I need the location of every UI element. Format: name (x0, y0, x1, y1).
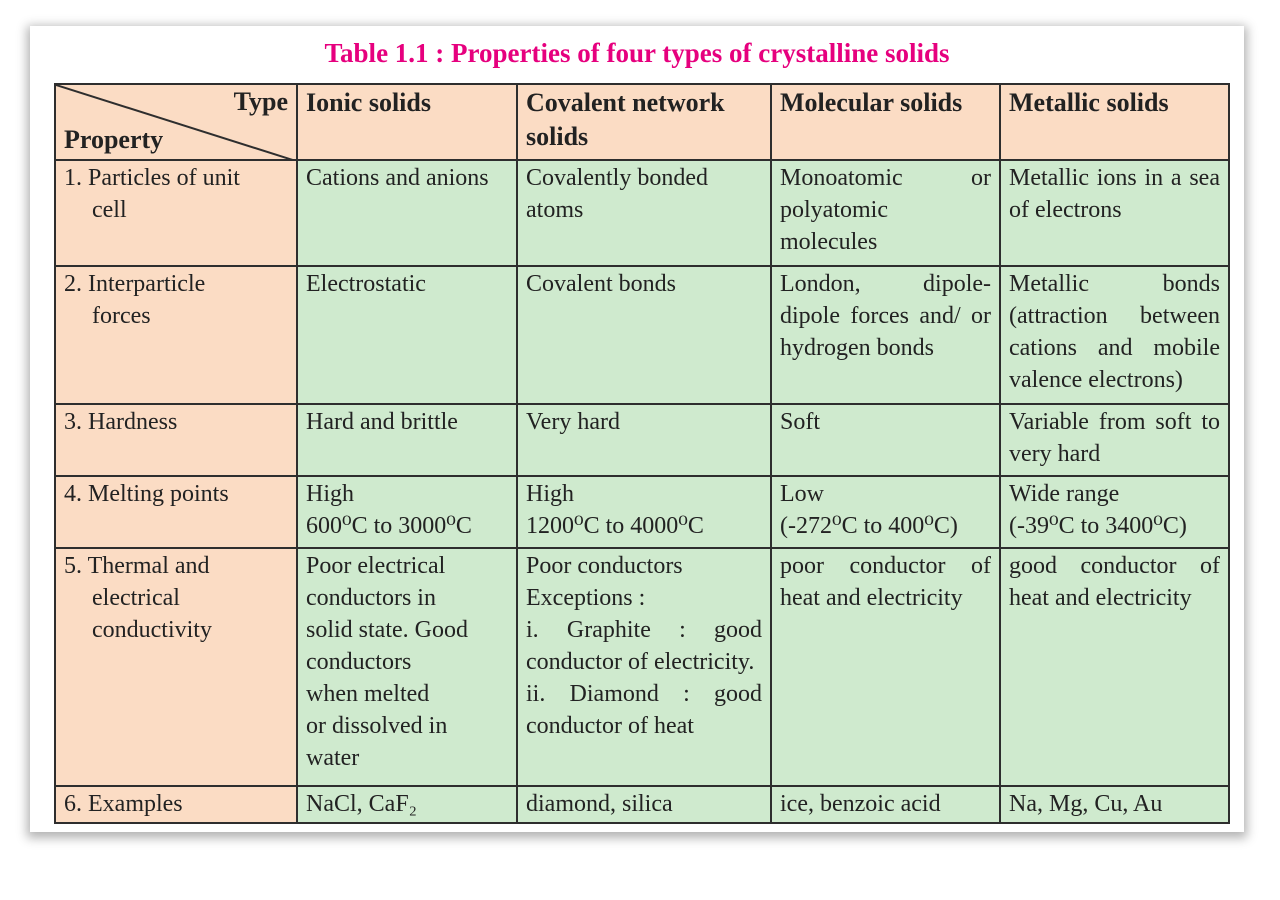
table-cell (517, 548, 771, 786)
table-cell: good conductor of heat and electricity (1000, 548, 1229, 786)
table-cell: London, dipole-dipole forces and/ or hydrogen bonds (771, 266, 1000, 404)
table-cell: ice, benzoic acid (771, 786, 1000, 823)
property-cell (55, 548, 297, 786)
cell-line: Poor conductors (526, 553, 683, 579)
table-cell (771, 476, 1000, 548)
cell-line: i. Graphite : good conductor of electricity. (526, 617, 762, 675)
cell-line: water (306, 745, 360, 771)
table-row (55, 266, 1229, 404)
cell-line: High (526, 481, 574, 507)
cell-line: High (306, 481, 354, 507)
table-cell (517, 476, 771, 548)
table-cell: Soft (771, 404, 1000, 476)
table-row (55, 476, 1229, 548)
column-header-covalent: Covalent network solids (517, 84, 771, 160)
cell-line: 1200⁰C to 4000⁰C (526, 513, 704, 539)
table-cell: poor conductor of heat and electricity (771, 548, 1000, 786)
table-cell: Metallic ions in a sea of electrons (1000, 160, 1229, 266)
table-row (55, 160, 1229, 266)
table-cell: Electrostatic (297, 266, 517, 404)
table-cell: Variable from soft to very hard (1000, 404, 1229, 476)
column-header-metallic: Metallic solids (1000, 84, 1229, 160)
property-cell: 3. Hardness (55, 404, 297, 476)
cell-line: Low (780, 481, 824, 507)
corner-header-cell (55, 84, 297, 160)
column-header-ionic: Ionic solids (297, 84, 517, 160)
column-header-molecular: Molecular solids (771, 84, 1000, 160)
property-line: 2. Interparticle (64, 271, 206, 297)
property-line: 5. Thermal and (64, 553, 210, 579)
property-line: forces (92, 303, 151, 329)
table-row (55, 548, 1229, 786)
table-cell (297, 476, 517, 548)
cell-line: solid state. Good (306, 617, 468, 643)
table-cell: Covalent bonds (517, 266, 771, 404)
table-cell: diamond, silica (517, 786, 771, 823)
property-line: 1. Particles of unit (64, 165, 240, 191)
property-cell: 4. Melting points (55, 476, 297, 548)
cell-line: 600⁰C to 3000⁰C (306, 513, 472, 539)
cell-line: Poor electrical (306, 553, 446, 579)
cell-line: Wide range (1009, 481, 1120, 507)
table-row (55, 404, 1229, 476)
cell-line: when melted (306, 681, 430, 707)
corner-type-label: Type (233, 87, 288, 116)
cell-line: ii. Diamond : good conductor of heat (526, 681, 762, 739)
table-cell (1000, 476, 1229, 548)
table-cell: Na, Mg, Cu, Au (1000, 786, 1229, 823)
table-cell: Very hard (517, 404, 771, 476)
property-cell (55, 266, 297, 404)
table-cell: Monoatomic or polyatomic molecules (771, 160, 1000, 266)
table-cell (297, 548, 517, 786)
cell-line: (-272⁰C to 400⁰C) (780, 513, 958, 539)
cell-line: Exceptions : (526, 585, 646, 611)
property-cell: 6. Examples (55, 786, 297, 823)
cell-line: conductors in (306, 585, 436, 611)
cell-line: or dissolved in (306, 713, 448, 739)
property-line: conductivity (92, 617, 212, 643)
table-title: Table 1.1 : Properties of four types of crystalline solids (324, 38, 950, 68)
document-page (30, 26, 1244, 832)
table-cell: Cations and anions (297, 160, 517, 266)
table-cell: NaCl, CaF₂ (297, 786, 517, 823)
corner-property-label: Property (64, 125, 164, 154)
property-line: cell (92, 197, 127, 223)
table-row (55, 786, 1229, 823)
cell-line: (-39⁰C to 3400⁰C) (1009, 513, 1187, 539)
properties-table (54, 83, 1230, 824)
cell-line: conductors (306, 649, 412, 675)
table-cell: Covalently bonded atoms (517, 160, 771, 266)
table-cell: Metallic bonds (attraction between cations and mobile valence electrons) (1000, 266, 1229, 404)
property-line: electrical (92, 585, 180, 611)
property-cell (55, 160, 297, 266)
header-row (55, 84, 1229, 160)
table-cell: Hard and brittle (297, 404, 517, 476)
